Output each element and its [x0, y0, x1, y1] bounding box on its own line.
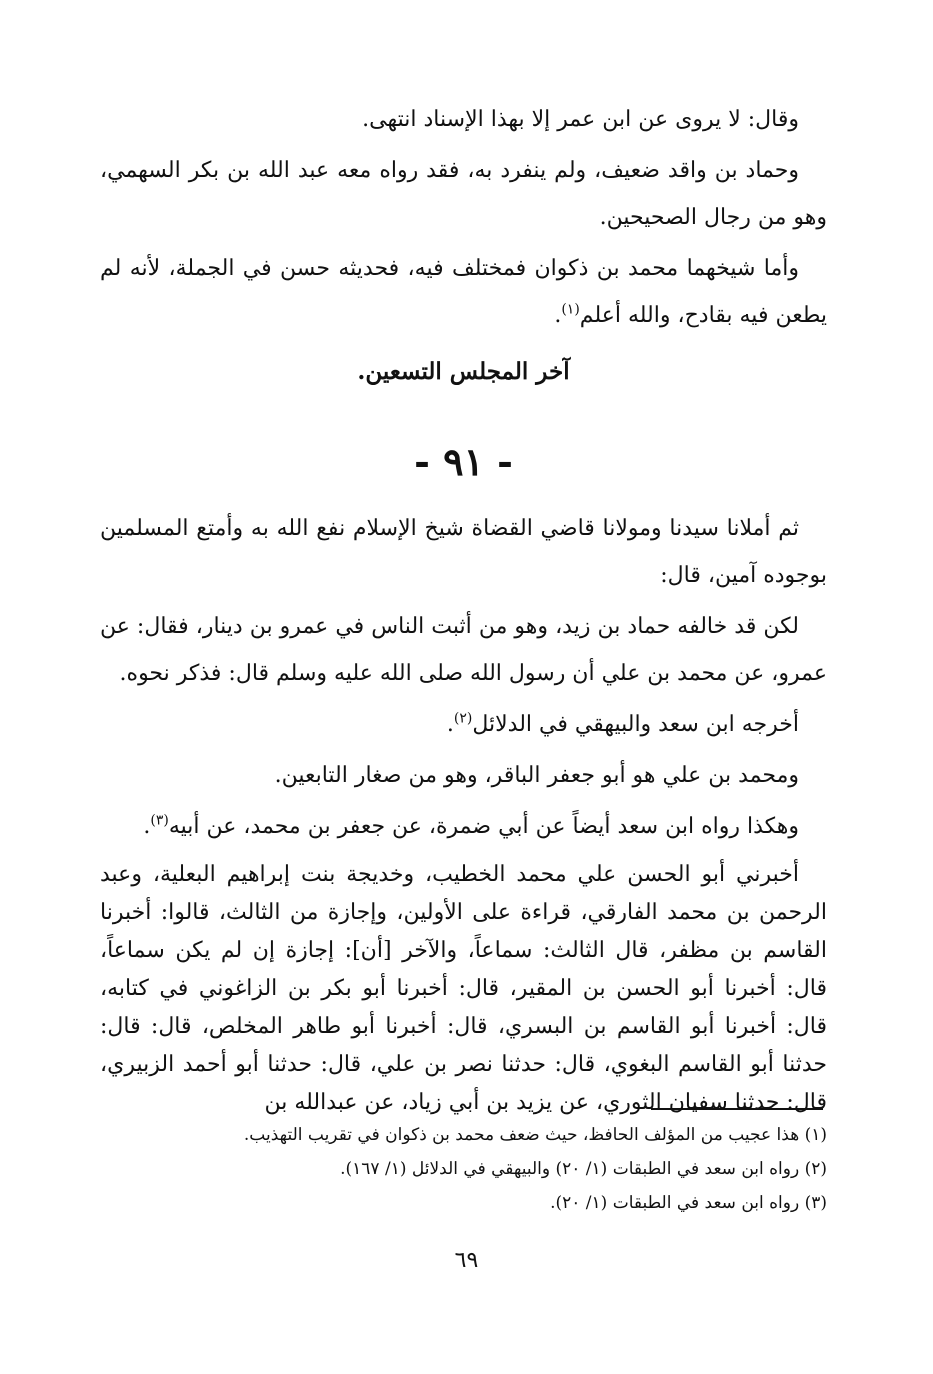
- section-number: - ٩١ -: [414, 439, 513, 484]
- page-number: ٦٩: [454, 1248, 479, 1273]
- paragraph-8-text: وهكذا رواه ابن سعد أيضاً عن أبي ضمرة، عن جعفر بن محمد، عن أبيه: [168, 814, 799, 839]
- footnote-2: (٢) رواه ابن سعد في الطبقات (١/ ٢٠) والبيهقي في الدلائل (١/ ١٦٧).: [340, 1159, 827, 1179]
- footnote-ref-1[interactable]: (١): [561, 301, 580, 318]
- paragraph-7: ومحمد بن علي هو أبو جعفر الباقر، وهو من صغار التابعين.: [274, 763, 799, 788]
- paragraph-4: ثم أملانا سيدنا ومولانا قاضي القضاة شيخ الإسلام نفع الله به وأمتع المسلمين بوجوده آمين، قال:: [100, 516, 827, 588]
- paragraph-3-end: .: [554, 303, 562, 328]
- footnote-divider: [651, 1108, 823, 1110]
- paragraph-6-end: .: [446, 712, 454, 737]
- footnote-1: (١) هذا عجيب من المؤلف الحافظ، حيث ضعف محمد بن ذكوان في تقريب التهذيب.: [243, 1125, 827, 1145]
- footnotes: [107, 1118, 827, 1220]
- paragraph-6: [100, 701, 827, 748]
- footnote-3: (٣) رواه ابن سعد في الطبقات (١/ ٢٠).: [550, 1193, 827, 1213]
- paragraph-9: أخبرني أبو الحسن علي محمد الخطيب، وخديجة بنت إبراهيم البعلية، وعبد الرحمن بن محمد الفارقي، قراءة على الأولين، وإجازة من الثالث، قالوا: أخبرنا القاسم بن مظفر، قال الثالث: سماعاً، والآخر [أن]: إجازة إن لم يكن سماعاً، قال: أخبرنا أبو الحسن بن المقير، قال: أخبرنا أبو بكر بن الزاغوني في كتابه، قال: أخبرنا أبو القاسم بن البسري، قال: أخبرنا أبو طاهر المخلص، قال: قال: حدثنا أبو القاسم البغوي، قال: حدثنا نصر بن علي، قال: حدثنا أبو أحمد الزبيري، قال: حدثنا سفيان الثوري، عن يزيد بن أبي زياد، عن عبدالله بن: [100, 862, 827, 1115]
- paragraph-2: وحماد بن واقد ضعيف، ولم ينفرد به، فقد رواه معه عبد الله بن بكر السهمي، وهو من رجال الصحيحين.: [100, 158, 827, 230]
- paragraph-1: وقال: لا يروى عن ابن عمر إلا بهذا الإسناد انتهى.: [362, 107, 799, 132]
- paragraph-5: لكن قد خالفه حماد بن زيد، وهو من أثبت الناس في عمرو بن دينار، فقال: عن عمرو، عن محمد بن علي أن رسول الله صلى الله عليه وسلم قال: فذكر نحوه.: [100, 614, 827, 686]
- footnote-ref-2[interactable]: (٢): [453, 710, 473, 727]
- paragraph-8: [100, 803, 827, 850]
- paragraph-8-end: .: [143, 814, 151, 839]
- footnote-ref-3[interactable]: (٣): [150, 812, 169, 829]
- paragraph-3-text: وأما شيخهما محمد بن ذكوان فمختلف فيه، فحديثه حسن في الجملة، لأنه لم يطعن فيه بقادح، والله أعلم: [100, 256, 827, 328]
- paragraph-3: [100, 245, 827, 339]
- session-end-heading: آخر المجلس التسعين.: [357, 358, 570, 385]
- paragraph-6-text: أخرجه ابن سعد والبيهقي في الدلائل: [472, 712, 799, 737]
- page-body: [100, 96, 827, 1126]
